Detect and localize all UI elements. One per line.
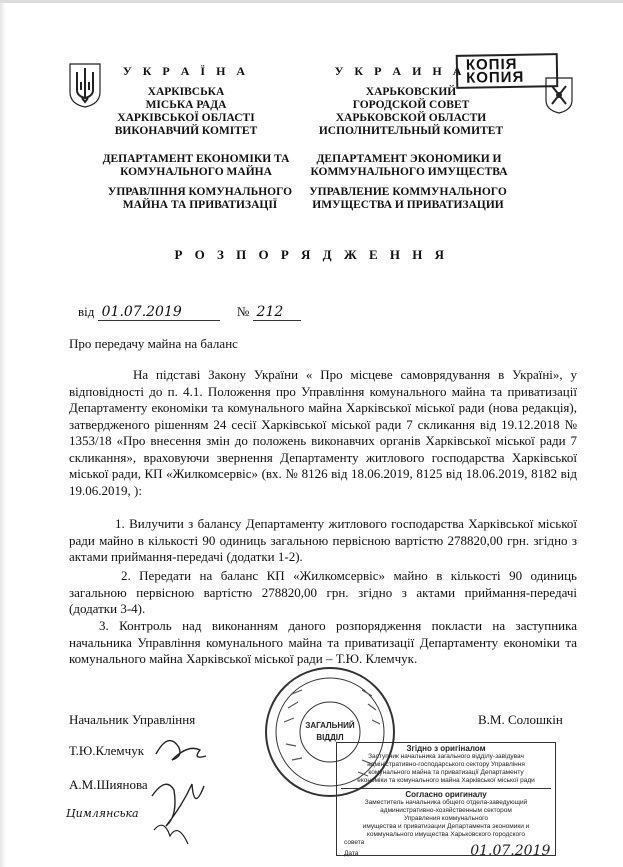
document-number-field (253, 304, 301, 321)
document-date: 01.07.2019 (101, 304, 182, 320)
document-subject: Про передачу майна на баланс (69, 336, 238, 351)
certified-date: 01.07.2019 (470, 843, 551, 859)
document-number: 212 (256, 304, 284, 320)
approver-1: Т.Ю.Клемчук (69, 743, 145, 758)
kharkiv-city-emblem-icon (544, 76, 574, 114)
handwritten-signatures (148, 726, 218, 850)
certified-council-label: совета (344, 839, 365, 846)
department-block-ua: ДЕПАРТАМЕНТ ЕКОНОМІКИ ТА КОМУНАЛЬНОГО МАЙНА (102, 153, 290, 178)
certified-heading-ru: Согласно оригиналу (405, 790, 487, 799)
round-stamp-line2: ВІДДІЛ (316, 733, 344, 742)
department-block-ru: ДЕПАРТАМЕНТ ЭКОНОМИКИ И КОММУНАЛЬНОГО ИМУЩЕСТВА (310, 153, 508, 178)
scan-edge-shadow (0, 0, 6, 867)
order-item-2: 2. Передати на баланс КП «Жилкомсервіс» майно в кількості 90 одиниць загальною первісною вартістю 278820,00 грн. згідно з актами приймання-передачі (додатки 3-4). (69, 568, 577, 616)
head-title: Начальник Управління (69, 712, 196, 727)
order-item-1: 1. Вилучити з балансу Департаменту житлового господарства Харківської міської ради майно в кількості 90 одиниць загальною первісною вартістю 278820,00 грн. згідно з актами приймання-передачі (додатки 1-2). (69, 516, 577, 564)
copy-stamp: КОПІЯ КОПИЯ (456, 53, 559, 89)
executor-name: Цимлянська (66, 807, 139, 820)
certified-copy-stamp: Згідно з оригіналом Заступник начальника загального відділу-завідувач адміністративно-господарського сектору Управління комунального майна та приватизації Департаменту економіки та комунального майна Харківської міської ради Согласно оригиналу Заместитель начальника общего отдела-заведующий административно-хозяйственным сектором Управления коммунального имущества и приватизации Департамента экономики и коммунального имущества Харьковского городского совета Дата 01.07.2019 (336, 742, 556, 856)
approver-2: А.М.Шиянова (69, 777, 148, 792)
number-label: № (236, 304, 250, 319)
country-label-ua: У К Р А Ї Н А (122, 64, 250, 78)
directorate-block-ua: УПРАВЛІННЯ КОМУНАЛЬНОГО МАЙНА ТА ПРИВАТИЗАЦІЇ (107, 186, 293, 211)
document-date-field (98, 304, 220, 321)
country-label-ru: У К Р А И Н А (334, 64, 466, 78)
date-from-label: від (78, 304, 95, 319)
preamble-paragraph: На підставі Закону України « Про місцеве самоврядування в Україні», у відповідності до п. 4.1. Положення про Управління комунального майна та приватизації Департаменту економіки та комунального майна Харківської міської ради (нова редакція), затвердженого рішенням 24 сесії Харківської міської ради 7 скликання від 19.12.2018 № 1353/18 «Про внесення змін до положень виконавчих органів Харківської міської ради 7 скликання», враховуючи звернення Департаменту житлового господарства Харківської міської ради, КП «Жилкомсервіс» (вх. № 8126 від 18.06.2019, 8125 від 18.06.2019, 8182 від 19.06.2019, ): (69, 367, 577, 498)
document-title: Р О З П О Р Я Д Ж Е Н Н Я (174, 247, 449, 262)
council-block-ua: ХАРКІВСЬКА МІСЬКА РАДА ХАРКІВСЬКОЇ ОБЛАСТІ ВИКОНАВЧИЙ КОМІТЕТ (114, 86, 258, 137)
council-block-ru: ХАРЬКОВСКИЙ ГОРОДСКОЙ СОВЕТ ХАРЬКОВСКОЙ ОБЛАСТИ ИСПОЛНИТЕЛЬНЫЙ КОМИТЕТ (318, 86, 504, 137)
order-item-3: 3. Контроль над виконанням даного розпорядження покласти на заступника начальника Управління комунального майна та приватизації Департаменту економіки та комунального майна Харківської міської ради – Т.Ю. Клемчук. (69, 618, 577, 666)
certified-block-ru: Согласно оригиналу Заместитель начальника общего отдела-заведующий административно-хозяйственным сектором Управления коммунального имущества и приватизации Департамента экономики и коммунального имущества Харьковского городского совета Дата 01.07.2019 (341, 788, 551, 858)
certified-date-row: Дата 01.07.2019 (344, 843, 551, 859)
round-stamp-line1: ЗАГАЛЬНИЙ (305, 721, 355, 730)
date-number-line (78, 304, 301, 321)
directorate-block-ru: УПРАВЛЕНИЕ КОММУНАЛЬНОГО ИМУЩЕСТВА И ПРИВАТИЗАЦИИ (309, 186, 507, 211)
head-name: В.М. Солошкін (478, 712, 563, 727)
certified-heading-ua: Згідно з оригіналом (406, 744, 486, 753)
scan-top-edge (0, 0, 623, 3)
